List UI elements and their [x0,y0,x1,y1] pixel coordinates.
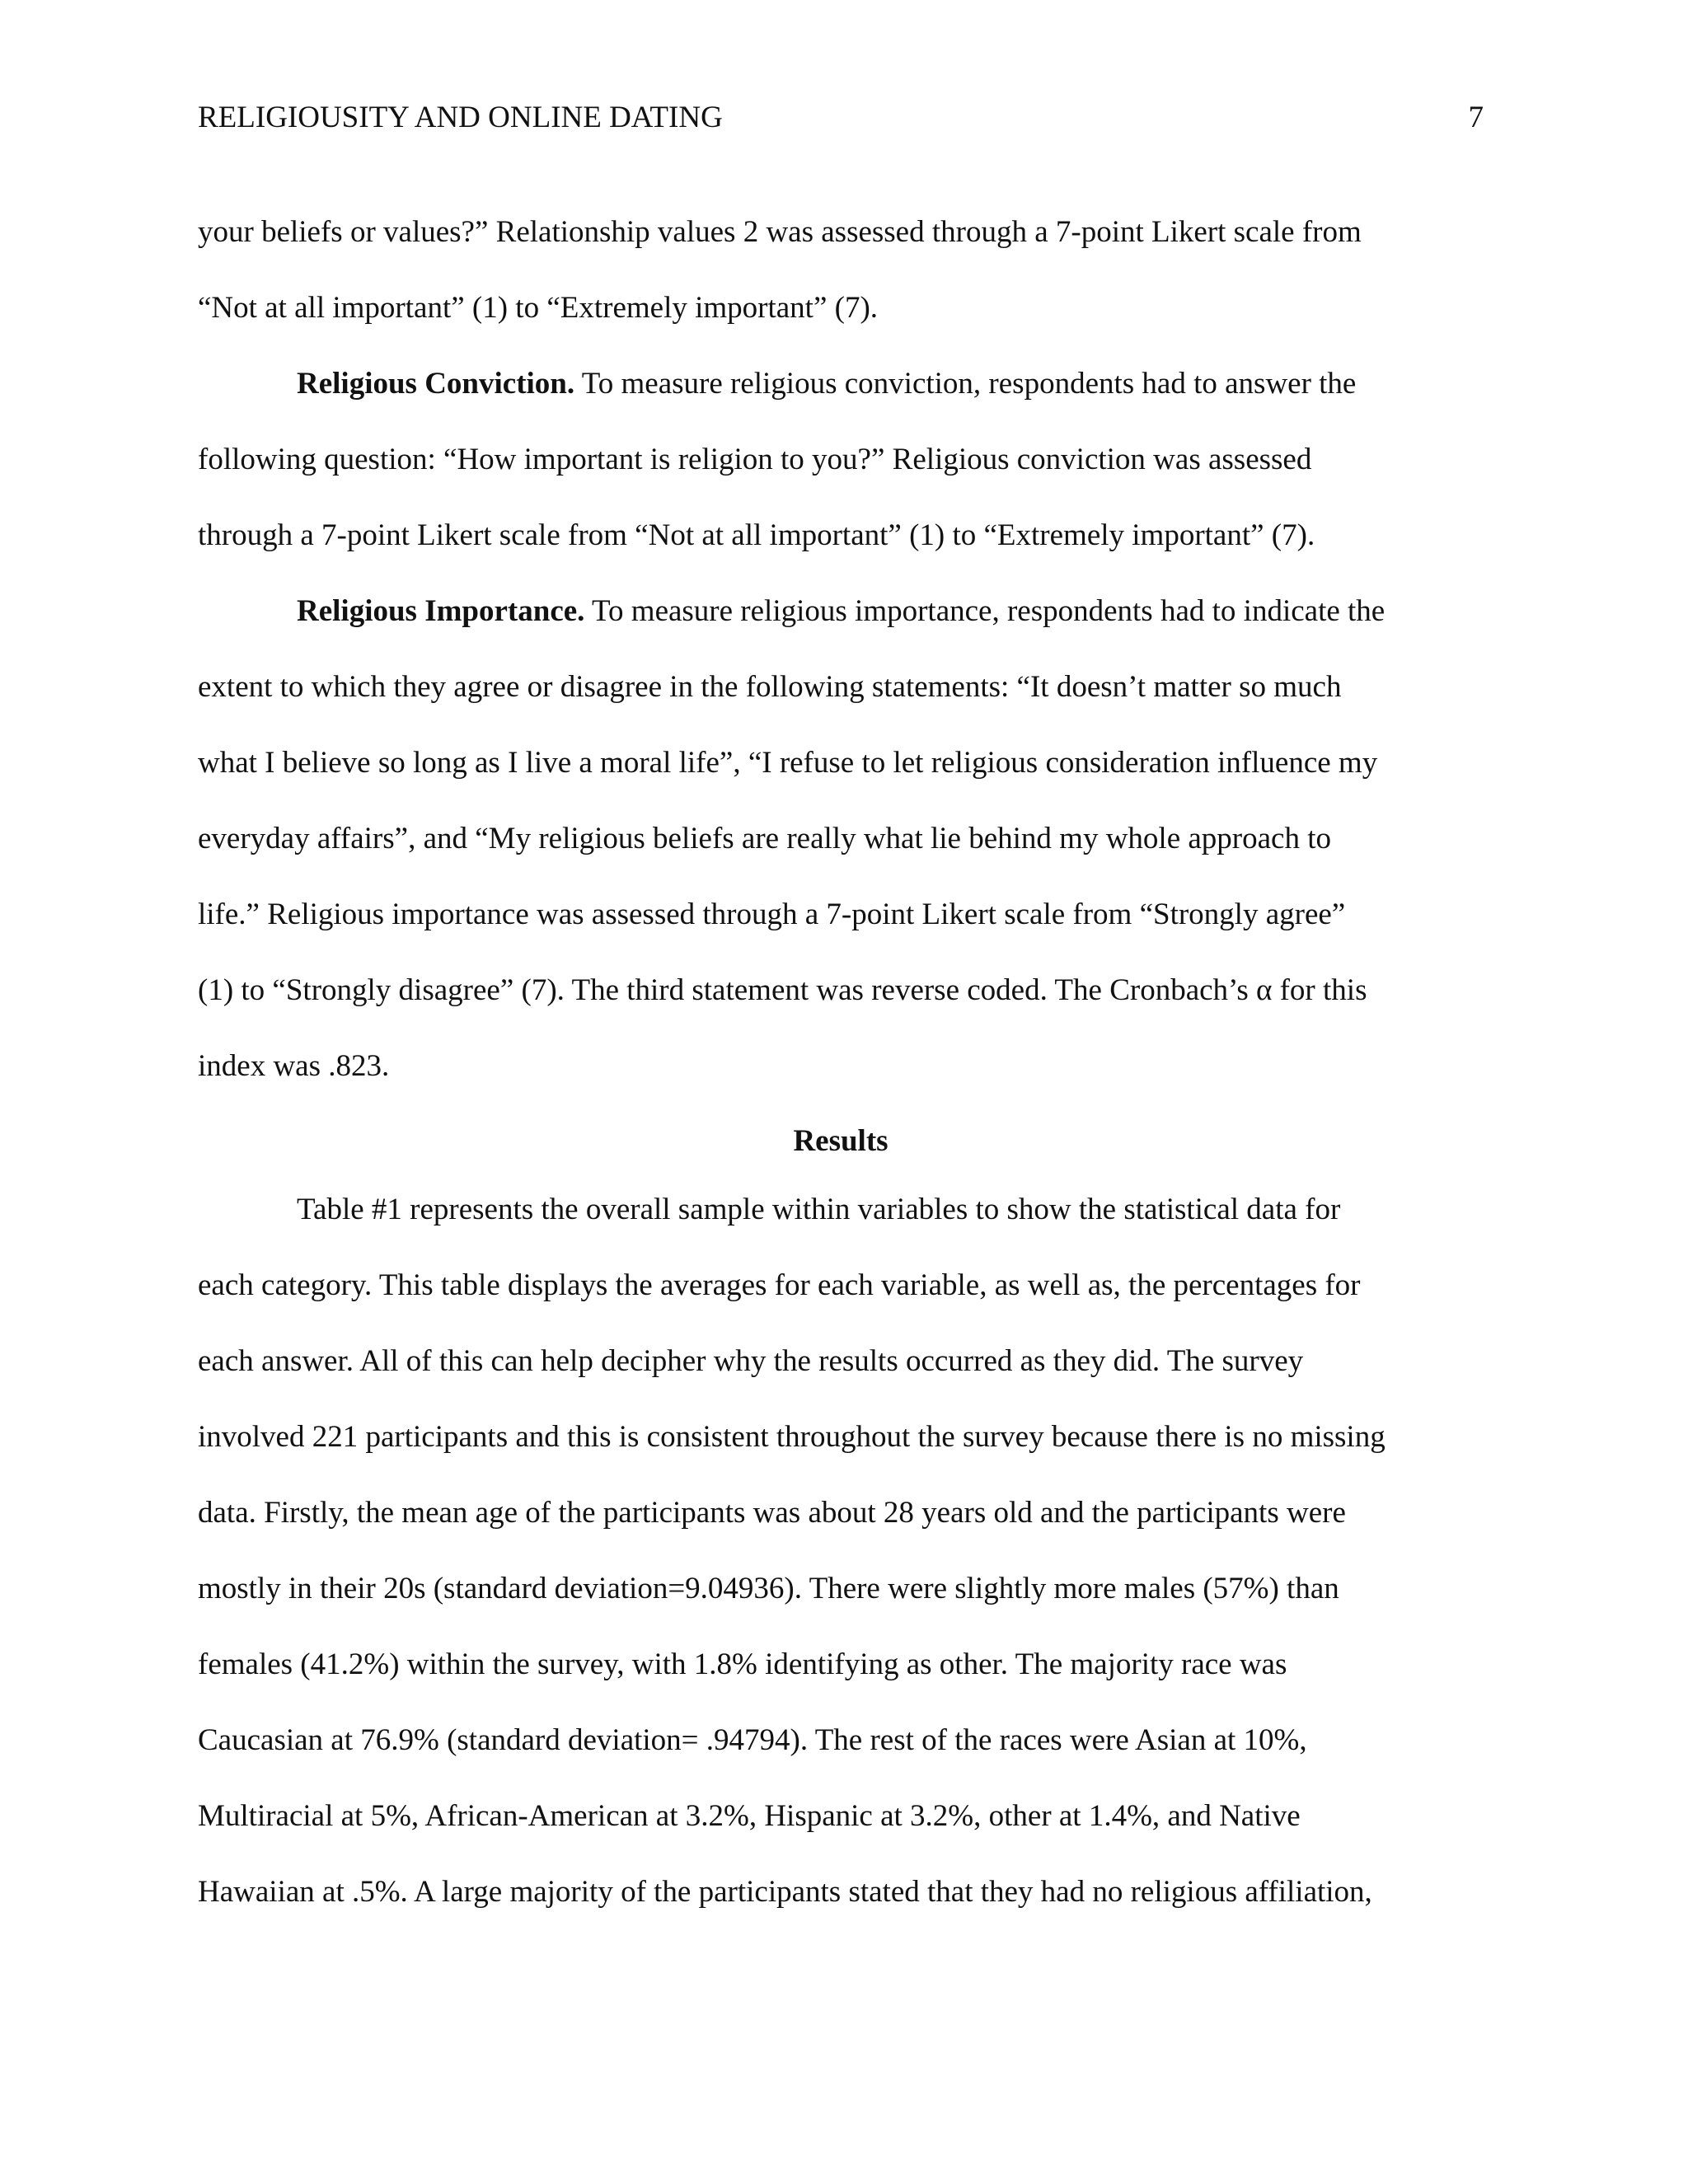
paragraph-line: each category. This table displays the averages for each variable, as well as, the percentages for [198,1268,1361,1302]
paragraph-line: mostly in their 20s (standard deviation=9.04936). There were slightly more males (57%) than [198,1572,1339,1605]
paragraph-line: life.” Religious importance was assessed through a 7-point Likert scale from “Strongly agree” [198,898,1346,931]
paragraph-line: Table #1 represents the overall sample within variables to show the statistical data for [297,1193,1341,1226]
running-head-title: RELIGIOUSITY AND ONLINE DATING [198,101,723,134]
run-in-heading-religious-conviction: Religious Conviction. [297,367,575,401]
paragraph-line [198,346,1484,422]
paragraph-line: Multiracial at 5%, African-American at 3.2%, Hispanic at 3.2%, other at 1.4%, and Native [198,1799,1301,1833]
section-heading-results: Results [793,1124,889,1158]
paragraph-text: To measure religious importance, respondents had to indicate the [584,594,1386,628]
paragraph-line: females (41.2%) within the survey, with 1.8% identifying as other. The majority race was [198,1647,1287,1681]
page-number: 7 [1468,101,1484,134]
paragraph-line: following question: “How important is religion to you?” Religious conviction was assessed [198,443,1312,476]
paragraph-line: what I believe so long as I live a moral life”, “I refuse to let religious consideration influence my [198,746,1378,780]
paragraph-line: index was .823. [198,1049,390,1083]
paragraph-text: To measure religious conviction, respondents had to answer the [574,367,1357,401]
paragraph-line: data. Firstly, the mean age of the participants was about 28 years old and the participants were [198,1496,1346,1530]
paragraph-line: Caucasian at 76.9% (standard deviation= .94794). The rest of the races were Asian at 10%, [198,1723,1307,1757]
paragraph-line [198,574,1484,649]
running-head [198,97,1484,138]
paragraph-line: each answer. All of this can help decipher why the results occurred as they did. The survey [198,1344,1304,1378]
body-text [198,194,1484,1930]
paragraph-line: extent to which they agree or disagree in the following statements: “It doesn’t matter so much [198,670,1342,704]
paragraph-line: “Not at all important” (1) to “Extremely important” (7). [198,291,879,325]
paragraph-line: through a 7-point Likert scale from “Not at all important” (1) to “Extremely important” (7). [198,518,1315,552]
paragraph-line: Hawaiian at .5%. A large majority of the participants stated that they had no religious affiliation, [198,1875,1372,1909]
paragraph-line: your beliefs or values?” Relationship values 2 was assessed through a 7-point Likert scale from [198,215,1362,249]
paragraph-line: everyday affairs”, and “My religious beliefs are really what lie behind my whole approach to [198,822,1331,855]
paragraph-line: (1) to “Strongly disagree” (7). The third statement was reverse coded. The Cronbach’s α for this [198,973,1367,1007]
paragraph-line: involved 221 participants and this is consistent throughout the survey because there is no missing [198,1420,1386,1454]
run-in-heading-religious-importance: Religious Importance. [297,594,585,628]
